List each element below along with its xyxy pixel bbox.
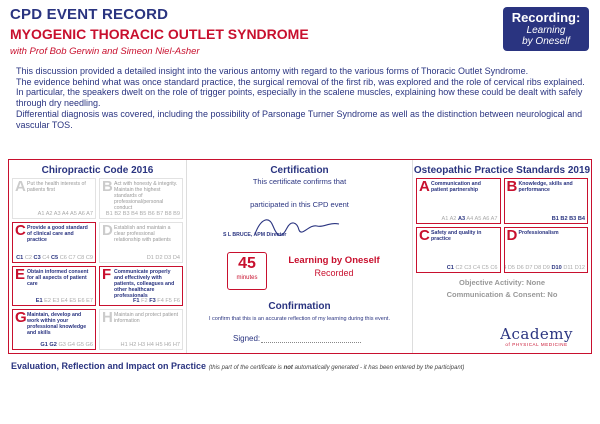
osteo-standard-a bbox=[416, 178, 501, 224]
standard-code: C1 bbox=[16, 254, 24, 261]
standard-code: D3 bbox=[164, 254, 172, 261]
standard-code: C8 bbox=[77, 254, 85, 261]
standard-code: H4 bbox=[146, 342, 154, 348]
standard-code: D11 bbox=[563, 265, 574, 271]
standard-codes bbox=[504, 265, 586, 271]
osteo-standard-d bbox=[504, 227, 589, 273]
standard-code: D5 bbox=[507, 265, 516, 271]
confirmation-title: Confirmation bbox=[268, 301, 331, 312]
standard-letter: G bbox=[15, 309, 27, 327]
chiro-standard-e bbox=[12, 266, 96, 307]
certification-column bbox=[187, 160, 413, 353]
standard-code: H3 bbox=[137, 342, 146, 348]
recording-badge-line1: Learning bbox=[526, 25, 566, 36]
evaluation-note-bold: not bbox=[283, 365, 293, 371]
standard-codes bbox=[441, 216, 497, 222]
standard-code: F6 bbox=[173, 298, 180, 305]
recording-badge-heading: Recording: bbox=[511, 10, 581, 25]
standard-code: C7 bbox=[68, 254, 76, 261]
course-title: MYOGENIC THORACIC OUTLET SYNDROME bbox=[10, 26, 309, 42]
standard-code: E2 bbox=[44, 298, 51, 305]
standard-code: H7 bbox=[172, 342, 180, 348]
standard-code: E6 bbox=[77, 298, 85, 305]
standards-panel bbox=[8, 159, 592, 354]
chiropractic-title: Chiropractic Code 2016 bbox=[41, 165, 154, 176]
standard-code: E4 bbox=[60, 298, 68, 305]
evaluation-title: Evaluation, Reflection and Impact on Practice bbox=[11, 361, 207, 371]
certification-title: Certification bbox=[270, 165, 329, 176]
chiro-standard-f bbox=[99, 266, 183, 307]
chiropractic-grid bbox=[12, 178, 183, 350]
standard-code: C2 bbox=[24, 254, 32, 261]
standard-letter: D bbox=[506, 227, 518, 244]
presenters: with Prof Bob Gerwin and Simeon Niel-Asher bbox=[10, 46, 200, 57]
standard-code: H1 bbox=[120, 342, 128, 348]
standard-code: B3 bbox=[569, 216, 577, 222]
communication-consent bbox=[413, 290, 591, 299]
evaluation-heading bbox=[11, 361, 464, 371]
standard-code: A5 bbox=[69, 210, 77, 217]
standard-code: A3 bbox=[457, 216, 466, 222]
standard-text: Safety and quality in practice bbox=[431, 230, 482, 242]
standard-letter: E bbox=[15, 265, 26, 283]
standard-code: B8 bbox=[164, 210, 172, 217]
standard-codes bbox=[106, 211, 180, 217]
standard-code: A1 bbox=[37, 210, 45, 217]
chiro-standard-a bbox=[12, 178, 96, 219]
objective-label: Objective Activity: bbox=[458, 278, 525, 287]
standard-code: C6 bbox=[490, 265, 498, 271]
minutes-label: minutes bbox=[236, 275, 258, 281]
recording-badge bbox=[503, 7, 589, 51]
standard-code: B9 bbox=[173, 210, 180, 217]
standard-code: D6 bbox=[516, 265, 524, 271]
standard-codes bbox=[147, 255, 180, 261]
standard-text: Obtain informed consent for all aspects of patient care bbox=[27, 268, 89, 287]
standard-code: E7 bbox=[86, 298, 93, 305]
standard-code: D9 bbox=[542, 265, 550, 271]
standard-code: B1 bbox=[551, 216, 559, 222]
signature-line bbox=[261, 342, 361, 343]
event-description bbox=[16, 66, 586, 130]
standard-code: C2 bbox=[455, 265, 463, 271]
standard-code: C4 bbox=[472, 265, 481, 271]
standard-code: D8 bbox=[534, 265, 542, 271]
standard-code: B3 bbox=[122, 210, 130, 217]
standard-codes bbox=[40, 342, 93, 348]
standard-code: B1 bbox=[105, 210, 113, 217]
standard-text: Put the health interests of patients first bbox=[27, 181, 86, 193]
standard-code: D7 bbox=[525, 265, 533, 271]
certification-line1: This certificate confirms that bbox=[252, 177, 347, 186]
standard-codes bbox=[552, 216, 585, 222]
standard-text: Communicate properly and effectively with patients, colleagues and other healthcare professionals bbox=[114, 268, 175, 299]
standard-code: C9 bbox=[85, 254, 93, 261]
standard-codes bbox=[121, 342, 180, 348]
standard-code: G3 bbox=[58, 342, 66, 348]
academy-name: Academy bbox=[500, 325, 573, 343]
standard-text: Communication and patient partnership bbox=[431, 181, 481, 193]
standard-letter: A bbox=[419, 178, 430, 195]
standard-code: B2 bbox=[560, 216, 568, 222]
standard-letter: A bbox=[15, 178, 26, 195]
minutes-box bbox=[227, 252, 267, 290]
standard-letter: D bbox=[102, 221, 113, 239]
chiro-standard-g bbox=[12, 309, 96, 350]
evaluation-note bbox=[209, 365, 465, 371]
osteo-standard-c bbox=[416, 227, 501, 273]
certification-line2: participated in this CPD event bbox=[250, 200, 349, 209]
standard-code: F3 bbox=[149, 298, 156, 305]
chiro-standard-c bbox=[12, 222, 96, 263]
standard-codes bbox=[38, 211, 93, 217]
description-paragraph: In particular, the speakers dwelt on the role of trigger points, especially in the scalene muscles, explaining how these could be dealt with safely through dry needling. bbox=[16, 87, 583, 109]
description-paragraph: This discussion provided a detailed insight into the various antomy with regard to the various forms of Thoracic Outlet Syndrome. bbox=[16, 66, 529, 76]
academy-tagline: of PHYSICAL MEDICINE bbox=[505, 342, 568, 347]
osteopathic-column bbox=[413, 160, 591, 353]
learning-method-heading: Learning by Oneself bbox=[288, 255, 380, 266]
standard-code: A6 bbox=[78, 210, 85, 217]
standard-letter: F bbox=[102, 265, 112, 283]
standard-text: Establish and maintain a clear professional relationship with patients bbox=[114, 224, 171, 243]
standard-code: A2 bbox=[45, 210, 53, 217]
standard-code: A4 bbox=[466, 216, 474, 222]
standard-code: D10 bbox=[551, 265, 562, 271]
standard-code: A7 bbox=[86, 210, 93, 217]
standard-codes bbox=[447, 265, 498, 271]
standard-codes bbox=[16, 255, 93, 261]
standard-code: A7 bbox=[490, 216, 498, 222]
academy-logo bbox=[500, 325, 573, 347]
standard-code: G5 bbox=[76, 342, 84, 348]
standard-code: D2 bbox=[155, 254, 163, 261]
standard-code: A1 bbox=[441, 216, 449, 222]
learning-method-status: Recorded bbox=[314, 268, 354, 278]
standard-code: H6 bbox=[164, 342, 172, 348]
standard-code: D1 bbox=[146, 254, 154, 261]
comms-label: Communication & Consent: bbox=[446, 290, 546, 299]
standard-letter: C bbox=[15, 221, 26, 239]
objective-value: None bbox=[526, 278, 545, 287]
standard-code: C3 bbox=[33, 254, 41, 261]
standard-code: C5 bbox=[50, 254, 59, 261]
standard-text: Professionalism bbox=[518, 230, 559, 236]
evaluation-note-pre: (this part of the certificate is bbox=[208, 365, 284, 371]
standard-code: C1 bbox=[446, 265, 454, 271]
confirmation-text: I confirm that this is an accurate reflection of my learning during this event. bbox=[209, 316, 390, 322]
standard-code: G4 bbox=[67, 342, 75, 348]
standard-code: 4 bbox=[503, 265, 507, 271]
description-paragraph: Differential diagnosis was covered, including the possibility of Parsonage Turner Syndrome as well as the distinction between neurological and vascular TOS. bbox=[16, 108, 583, 130]
standard-letter: B bbox=[506, 178, 518, 195]
standard-letter: H bbox=[102, 309, 113, 327]
chiro-standard-d bbox=[99, 222, 183, 263]
comms-value: No bbox=[547, 290, 558, 299]
standard-code: E5 bbox=[69, 298, 77, 305]
standard-text: Act with honesty & integrity. Maintain the highest standards of professional/personal conduct bbox=[114, 181, 178, 211]
standard-code: E1 bbox=[35, 298, 43, 305]
standard-code: B2 bbox=[114, 210, 122, 217]
description-paragraph: The evidence behind what was once standard practice, the surgical removal of the first rib, was explored and the role of cervical ribs explained. bbox=[16, 76, 585, 87]
chiro-standard-h bbox=[99, 309, 183, 350]
standard-letter: C bbox=[419, 227, 430, 244]
standard-codes bbox=[36, 298, 93, 304]
evaluation-note-post: automatically generated - it has been entered by the participant) bbox=[292, 365, 465, 371]
learning-method bbox=[279, 255, 389, 278]
standard-code: G1 bbox=[40, 342, 48, 348]
signatory-name: S L BRUCE, APM Director bbox=[223, 232, 287, 238]
standard-code: B4 bbox=[577, 216, 585, 222]
osteopathic-title: Osteopathic Practice Standards 2019 bbox=[413, 165, 591, 176]
standard-code: B5 bbox=[139, 210, 147, 217]
standard-code: B4 bbox=[131, 210, 138, 217]
standard-codes bbox=[133, 298, 180, 304]
osteopathic-grid bbox=[416, 178, 588, 273]
standard-code: A3 bbox=[53, 210, 61, 217]
standard-code: G2 bbox=[49, 342, 57, 348]
standard-code: A6 bbox=[482, 216, 490, 222]
standard-code: E3 bbox=[52, 298, 60, 305]
chiropractic-column bbox=[9, 160, 187, 353]
standard-code: D12 bbox=[574, 265, 585, 271]
standard-text: Maintain, develop and work within your professional knowledge and skills bbox=[27, 312, 87, 337]
standard-code: C5 bbox=[481, 265, 489, 271]
osteo-standard-b bbox=[504, 178, 589, 224]
signed-label: Signed: bbox=[233, 334, 261, 343]
standard-code: C6 bbox=[59, 254, 67, 261]
standard-code: H5 bbox=[155, 342, 163, 348]
objective-activity bbox=[413, 278, 591, 287]
standard-code: F1 bbox=[133, 298, 140, 305]
standard-code: A2 bbox=[449, 216, 457, 222]
standard-code: F2 bbox=[141, 298, 148, 305]
standard-code: C4 bbox=[42, 254, 50, 261]
chiro-standard-b bbox=[99, 178, 183, 219]
header bbox=[10, 6, 480, 57]
standard-code: A5 bbox=[474, 216, 482, 222]
recording-badge-line2: by Oneself bbox=[522, 36, 570, 47]
standard-code: B7 bbox=[156, 210, 164, 217]
standard-text: Maintain and protect patient information bbox=[114, 312, 179, 325]
standard-letter: B bbox=[102, 178, 113, 195]
standard-code: F5 bbox=[165, 298, 172, 305]
standard-text: Knowledge, skills and performance bbox=[518, 181, 573, 193]
record-title: CPD EVENT RECORD bbox=[10, 6, 169, 23]
standard-code: B6 bbox=[147, 210, 155, 217]
standard-code: C3 bbox=[464, 265, 472, 271]
standard-code: F4 bbox=[157, 298, 164, 305]
standard-text: Provide a good standard of clinical care and practice bbox=[27, 224, 88, 243]
minutes-value: 45 bbox=[238, 255, 256, 272]
standard-code: H2 bbox=[129, 342, 137, 348]
standard-code: D4 bbox=[172, 254, 180, 261]
standard-code: G6 bbox=[85, 342, 93, 348]
standard-code: A4 bbox=[61, 210, 69, 217]
